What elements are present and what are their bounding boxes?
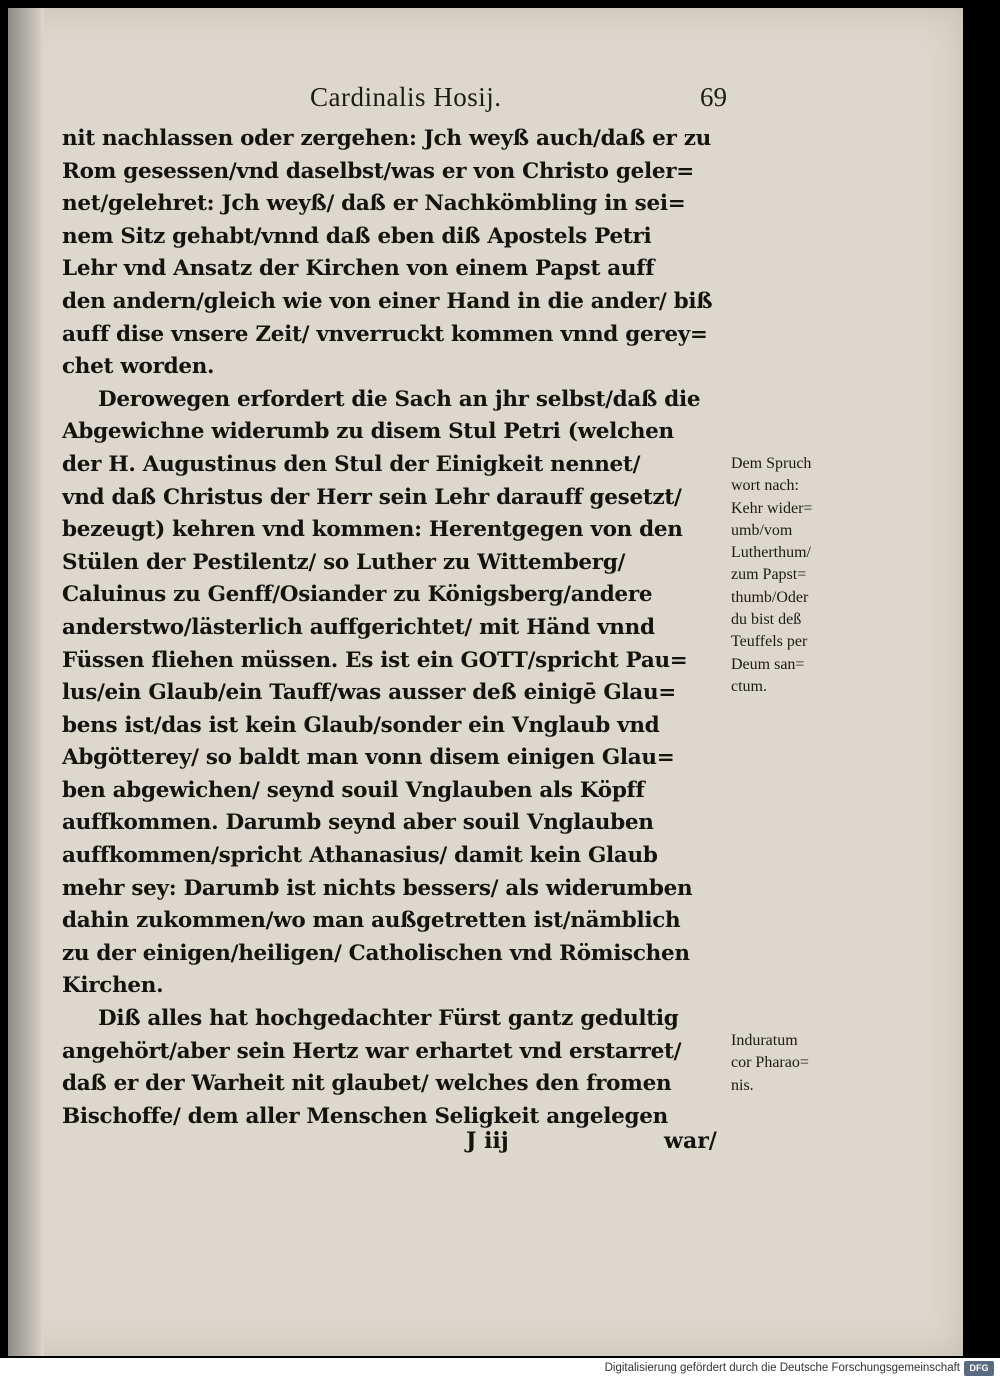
funding-credit: Digitalisierung gefördert durch die Deutsche Forschungsgemeinschaft (604, 1362, 960, 1374)
text-line: auffkommen/spricht Athanasius/ damit kein Glaub (62, 843, 658, 869)
text-line: Abgewichne widerumb zu disem Stul Petri (welchen (62, 419, 674, 445)
text-line: vnd daß Christus der Herr sein Lehr darauff gesetzt/ (62, 484, 682, 510)
binding-gutter (8, 8, 44, 1356)
text-line: auff dise vnsere Zeit/ vnverruckt kommen vnnd gerey= (62, 321, 708, 347)
text-line: den andern/gleich wie von einer Hand in die ander/ biß (62, 288, 713, 314)
margin-note-line: thumb/Oder (731, 588, 809, 606)
margin-note-line: Induratum (731, 1032, 798, 1049)
text-line: Diß alles hat hochgedachter Fürst gantz gedultig (98, 1006, 679, 1032)
text-line: Füssen fliehen müssen. Es ist ein GOTT/spricht Pau= (62, 647, 688, 673)
margin-note-line: Teuffels per (731, 633, 808, 651)
text-line: Kirchen. (62, 973, 164, 999)
margin-note-line: zum Papst= (731, 566, 807, 584)
text-line: Abgötterey/ so baldt man vonn disem einigen Glau= (62, 745, 675, 771)
text-line: Stülen der Pestilentz/ so Luther zu Wittemberg/ (62, 549, 626, 575)
text-line: nit nachlassen oder zergehen: Jch weyß auch/daß er zu (62, 126, 711, 151)
text-line: daß er der Warheit nit glaubet/ welches den fromen (62, 1071, 672, 1097)
margin-note-line: Lutherthum/ (731, 544, 811, 562)
catchword: war/ (664, 1128, 717, 1154)
signature-mark: J iij (466, 1128, 509, 1154)
margin-note-line: wort nach: (731, 477, 799, 495)
margin-note-line: Deum san= (731, 655, 805, 673)
text-line: Derowegen erfordert die Sach an jhr selbst/daß die (98, 386, 701, 412)
margin-note-1 (731, 453, 856, 698)
text-line: Lehr vnd Ansatz der Kirchen von einem Papst auff (62, 256, 655, 282)
text-line: dahin zukommen/wo man außgetretten ist/nämblich (62, 908, 681, 934)
body-text (62, 123, 734, 1133)
page-number: 69 (700, 82, 727, 112)
dfg-logo-icon: DFG (964, 1361, 994, 1376)
text-line: bens ist/das ist kein Glaub/sonder ein Vnglaub vnd (62, 712, 660, 738)
margin-note-line: umb/vom (731, 521, 793, 539)
text-line: Rom gesessen/vnd daselbst/was er von Christo geler= (62, 158, 694, 184)
text-line: chet worden. (62, 354, 215, 380)
text-line: Caluinus zu Genff/Osiander zu Königsberg/andere (62, 582, 653, 608)
margin-note-line: Kehr wider= (731, 499, 813, 517)
text-line: zu der einigen/heiligen/ Catholischen vnd Römischen (62, 940, 690, 966)
text-line: ben abgewichen/ seynd souil Vnglauben als Köpff (62, 777, 645, 803)
margin-note-line: ctum. (731, 677, 767, 695)
text-line: auffkommen. Darumb seynd aber souil Vnglauben (62, 810, 654, 836)
margin-note-line: cor Pharao= (731, 1054, 809, 1072)
running-head: Cardinalis Hosij. (310, 82, 502, 112)
text-line: angehört/aber sein Hertz war erhartet vnd erstarret/ (62, 1038, 682, 1064)
text-line: nem Sitz gehabt/vnnd daß eben diß Apostels Petri (62, 223, 652, 249)
text-line: lus/ein Glaub/ein Tauff/was ausser deß einigē Glau= (62, 680, 676, 706)
text-line: Bischoffe/ dem aller Menschen Seligkeit angelegen (62, 1103, 668, 1129)
text-line: mehr sey: Darumb ist nichts bessers/ als widerumben (62, 875, 693, 901)
margin-note-line: Dem Spruch (731, 455, 812, 472)
margin-note-line: du bist deß (731, 611, 802, 629)
margin-note-line: nis. (731, 1076, 754, 1094)
text-line: der H. Augustinus den Stul der Einigkeit nennet/ (62, 451, 641, 477)
text-line: net/gelehret: Jch weyß/ daß er Nachkömbling in sei= (62, 191, 686, 217)
text-line: bezeugt) kehren vnd kommen: Herentgegen von den (62, 517, 683, 543)
footer-bar (0, 1358, 1000, 1380)
text-line: anderstwo/lästerlich auffgerichtet/ mit Händ vnnd (62, 614, 655, 640)
margin-note-2 (731, 1030, 856, 1097)
